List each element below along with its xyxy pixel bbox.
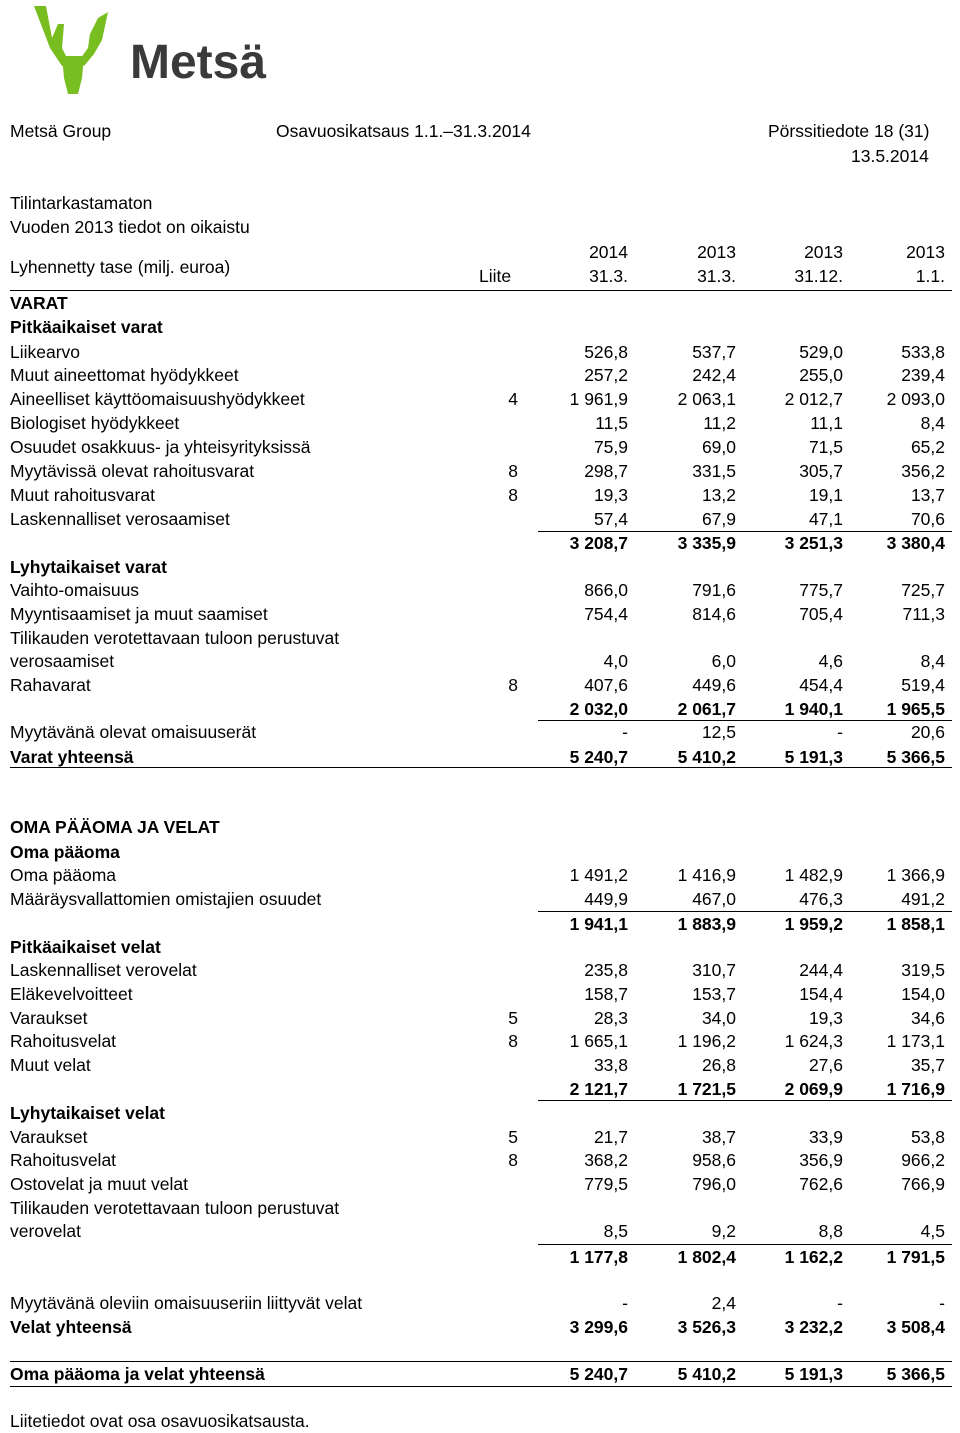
row-label: OMA PÄÄOMA JA VELAT (10, 817, 220, 837)
table-row (0, 1148, 960, 1172)
note-reference: 5 (508, 1127, 518, 1147)
row-label: Pitkäaikaiset velat (10, 937, 161, 957)
value-cell: 3 526,3 (677, 1317, 736, 1337)
row-label: Muut velat (10, 1055, 91, 1075)
value-cell: 1 173,1 (886, 1031, 945, 1051)
row-label: Lyhytaikaiset velat (10, 1103, 165, 1123)
value-cell: - (939, 1293, 945, 1313)
table-row (0, 1077, 960, 1101)
section-heading (0, 626, 960, 650)
report-title: Osavuosikatsaus 1.1.–31.3.2014 (276, 121, 531, 141)
value-cell: 21,7 (593, 1127, 628, 1147)
value-cell: 2 012,7 (784, 389, 843, 409)
value-cell: 533,8 (901, 342, 945, 362)
note-reference: 8 (508, 1031, 518, 1051)
table-row (0, 1006, 960, 1030)
value-cell: 5 366,5 (886, 747, 945, 767)
value-cell: 4,5 (920, 1221, 945, 1241)
value-cell: 1 858,1 (886, 914, 945, 934)
value-cell: 257,2 (584, 365, 628, 385)
value-cell: 305,7 (799, 461, 843, 481)
value-cell: 537,7 (692, 342, 736, 362)
value-cell: 8,4 (920, 413, 945, 433)
value-cell: 38,7 (701, 1127, 736, 1147)
value-cell: 4,0 (603, 651, 628, 671)
row-label: Myytävänä oleviin omaisuuseriin liittyvät velat (10, 1293, 363, 1313)
section-heading (0, 291, 960, 315)
value-cell: 298,7 (584, 461, 628, 481)
horizontal-rule (538, 531, 952, 532)
value-cell: 2 121,7 (569, 1079, 628, 1099)
value-cell: 526,8 (584, 342, 628, 362)
value-cell: 27,6 (808, 1055, 843, 1075)
table-row (0, 1245, 960, 1269)
value-cell: 11,2 (703, 413, 736, 433)
value-cell: 796,0 (692, 1174, 736, 1194)
horizontal-rule (10, 1386, 952, 1387)
table-row (0, 1291, 960, 1315)
row-label: Osuudet osakkuus- ja yhteisyrityksissä (10, 437, 311, 457)
section-heading (0, 840, 960, 864)
value-cell: 814,6 (692, 604, 736, 624)
section-heading (0, 935, 960, 959)
value-cell: 1 802,4 (677, 1247, 736, 1267)
section-heading (0, 815, 960, 839)
value-cell: 71,5 (808, 437, 843, 457)
row-label: Määräysvallattomien omistajien osuudet (10, 889, 322, 909)
value-cell: 6,0 (711, 651, 736, 671)
value-cell: 28,3 (593, 1008, 628, 1028)
note-reference: 4 (508, 389, 518, 409)
value-cell: 467,0 (692, 889, 736, 909)
value-cell: 2,4 (711, 1293, 736, 1313)
value-cell: 791,6 (692, 580, 736, 600)
note-reference: 8 (508, 675, 518, 695)
horizontal-rule (10, 290, 952, 291)
value-cell: 356,9 (799, 1150, 843, 1170)
value-cell: 19,3 (808, 1008, 843, 1028)
value-cell: 1 959,2 (784, 914, 843, 934)
table-row (0, 1125, 960, 1149)
row-label: Lyhytaikaiset varat (10, 557, 167, 577)
table-row (0, 1053, 960, 1077)
value-cell: 3 335,9 (677, 533, 736, 553)
value-cell: 242,4 (692, 365, 736, 385)
value-cell: - (622, 722, 628, 742)
company-name: Metsä Group (10, 121, 112, 141)
value-cell: 35,7 (910, 1055, 945, 1075)
value-cell: - (837, 722, 843, 742)
value-cell: 762,6 (799, 1174, 843, 1194)
table-row (0, 697, 960, 721)
value-cell: 3 208,7 (569, 533, 628, 553)
value-cell: 8,8 (818, 1221, 843, 1241)
row-label: Oma pääoma ja velat yhteensä (10, 1364, 265, 1384)
table-row (0, 1219, 960, 1243)
value-cell: 57,4 (593, 509, 628, 529)
value-cell: 3 251,3 (784, 533, 843, 553)
value-cell: 1 366,9 (886, 865, 945, 885)
value-cell: 529,0 (799, 342, 843, 362)
release-date: 13.5.2014 (851, 146, 929, 166)
table-row (0, 507, 960, 531)
value-cell: 779,5 (584, 1174, 628, 1194)
row-label: Oma pääoma (10, 865, 117, 885)
value-cell: 519,4 (901, 675, 945, 695)
value-cell: 1 416,9 (677, 865, 736, 885)
horizontal-rule (538, 1100, 952, 1101)
row-label: Laskennalliset verosaamiset (10, 509, 230, 529)
value-cell: 4,6 (818, 651, 843, 671)
table-row (0, 602, 960, 626)
value-cell: 8,5 (603, 1221, 628, 1241)
value-cell: 1 665,1 (569, 1031, 628, 1051)
column-year: 2014 (589, 242, 628, 262)
note-column-header: Liite (479, 266, 512, 286)
row-label: Varaukset (10, 1127, 88, 1147)
value-cell: 154,0 (901, 984, 945, 1004)
value-cell: - (837, 1293, 843, 1313)
table-row (0, 531, 960, 555)
value-cell: 1 791,5 (886, 1247, 945, 1267)
value-cell: 1 883,9 (677, 914, 736, 934)
value-cell: 13,2 (701, 485, 736, 505)
column-year: 2013 (906, 242, 945, 262)
value-cell: 255,0 (799, 365, 843, 385)
value-cell: 3 299,6 (569, 1317, 628, 1337)
value-cell: 244,4 (799, 960, 843, 980)
value-cell: 476,3 (799, 889, 843, 909)
row-label: Liikearvo (10, 342, 81, 362)
value-cell: 5 366,5 (886, 1364, 945, 1384)
value-cell: 2 093,0 (886, 389, 945, 409)
value-cell: 3 380,4 (886, 533, 945, 553)
row-label: Myyntisaamiset ja muut saamiset (10, 604, 268, 624)
value-cell: 19,3 (593, 485, 628, 505)
table-row (0, 745, 960, 769)
table-row (0, 387, 960, 411)
value-cell: 310,7 (692, 960, 736, 980)
row-label: Varat yhteensä (10, 747, 134, 767)
row-label: VARAT (10, 293, 68, 313)
value-cell: 53,8 (910, 1127, 945, 1147)
value-cell: 70,6 (910, 509, 945, 529)
value-cell: 67,9 (701, 509, 736, 529)
value-cell: 2 032,0 (569, 699, 628, 719)
value-cell: 11,5 (595, 413, 628, 433)
value-cell: 319,5 (901, 960, 945, 980)
value-cell: 5 191,3 (784, 747, 843, 767)
table-row (0, 958, 960, 982)
row-label: Vaihto-omaisuus (10, 580, 140, 600)
value-cell: 235,8 (584, 960, 628, 980)
value-cell: 705,4 (799, 604, 843, 624)
value-cell: 356,2 (901, 461, 945, 481)
column-year: 2013 (804, 242, 843, 262)
table-row (0, 673, 960, 697)
value-cell: 1 162,2 (784, 1247, 843, 1267)
value-cell: 1 961,9 (569, 389, 628, 409)
value-cell: 1 941,1 (569, 914, 628, 934)
table-row (0, 720, 960, 744)
value-cell: 65,2 (910, 437, 945, 457)
note-reference: 5 (508, 1008, 518, 1028)
value-cell: 69,0 (701, 437, 736, 457)
value-cell: 5 191,3 (784, 1364, 843, 1384)
note-reference: 8 (508, 485, 518, 505)
section-heading (0, 1196, 960, 1220)
row-label: Rahoitusvelat (10, 1031, 117, 1051)
table-row (0, 1172, 960, 1196)
table-row (0, 1315, 960, 1339)
value-cell: 239,4 (901, 365, 945, 385)
table-row (0, 483, 960, 507)
value-cell: 153,7 (692, 984, 736, 1004)
row-label: Biologiset hyödykkeet (10, 413, 180, 433)
value-cell: 1 721,5 (677, 1079, 736, 1099)
section-heading (0, 315, 960, 339)
value-cell: 5 240,7 (569, 1364, 628, 1384)
value-cell: 75,9 (593, 437, 628, 457)
table-row (0, 863, 960, 887)
row-label: Aineelliset käyttöomaisuushyödykkeet (10, 389, 305, 409)
table-row (0, 459, 960, 483)
value-cell: 5 240,7 (569, 747, 628, 767)
value-cell: 2 061,7 (677, 699, 736, 719)
row-label: Oma pääoma (10, 842, 120, 862)
unaudited-note: Tilintarkastamaton (10, 193, 153, 213)
value-cell: 158,7 (584, 984, 628, 1004)
value-cell: 866,0 (584, 580, 628, 600)
value-cell: - (622, 1293, 628, 1313)
value-cell: 1 940,1 (784, 699, 843, 719)
row-label: Ostovelat ja muut velat (10, 1174, 188, 1194)
column-date: 31.3. (589, 266, 628, 286)
table-row (0, 435, 960, 459)
value-cell: 33,9 (808, 1127, 843, 1147)
row-label: Tilikauden verotettavaan tuloon perustuvat (10, 628, 340, 648)
table-row (0, 982, 960, 1006)
table-row (0, 912, 960, 936)
table-row (0, 1029, 960, 1053)
value-cell: 1 716,9 (886, 1079, 945, 1099)
horizontal-rule (538, 720, 952, 721)
value-cell: 13,7 (910, 485, 945, 505)
value-cell: 725,7 (901, 580, 945, 600)
value-cell: 1 491,2 (569, 865, 628, 885)
table-row (0, 340, 960, 364)
table-row (0, 649, 960, 673)
horizontal-rule (10, 767, 952, 768)
value-cell: 11,1 (810, 413, 843, 433)
row-label: Myytävissä olevat rahoitusvarat (10, 461, 255, 481)
value-cell: 407,6 (584, 675, 628, 695)
value-cell: 19,1 (808, 485, 843, 505)
row-label: Muut rahoitusvarat (10, 485, 155, 505)
value-cell: 9,2 (711, 1221, 736, 1241)
column-date: 31.3. (697, 266, 736, 286)
value-cell: 2 069,9 (784, 1079, 843, 1099)
row-label: Velat yhteensä (10, 1317, 132, 1337)
section-heading (0, 555, 960, 579)
column-date: 31.12. (794, 266, 843, 286)
value-cell: 12,5 (701, 722, 736, 742)
row-label: Rahoitusvelat (10, 1150, 117, 1170)
value-cell: 5 410,2 (677, 1364, 736, 1384)
restated-note: Vuoden 2013 tiedot on oikaistu (10, 217, 250, 237)
value-cell: 368,2 (584, 1150, 628, 1170)
value-cell: 1 482,9 (784, 865, 843, 885)
value-cell: 958,6 (692, 1150, 736, 1170)
row-label: Muut aineettomat hyödykkeet (10, 365, 239, 385)
footer-note: Liitetiedot ovat osa osavuosikatsausta. (10, 1411, 310, 1431)
horizontal-rule (538, 1244, 952, 1245)
value-cell: 34,6 (910, 1008, 945, 1028)
row-label: Pitkäaikaiset varat (10, 317, 163, 337)
moose-antler-icon (34, 6, 108, 94)
release-number: Pörssitiedote 18 (31) (768, 121, 930, 141)
section-heading (0, 1101, 960, 1125)
value-cell: 3 508,4 (886, 1317, 945, 1337)
note-reference: 8 (508, 1150, 518, 1170)
metsa-logo (32, 4, 292, 96)
table-row (0, 578, 960, 602)
value-cell: 449,9 (584, 889, 628, 909)
value-cell: 775,7 (799, 580, 843, 600)
value-cell: 1 965,5 (886, 699, 945, 719)
value-cell: 47,1 (808, 509, 843, 529)
horizontal-rule (10, 1361, 952, 1362)
table-row (0, 411, 960, 435)
value-cell: 34,0 (701, 1008, 736, 1028)
value-cell: 754,4 (584, 604, 628, 624)
value-cell: 154,4 (799, 984, 843, 1004)
value-cell: 1 624,3 (784, 1031, 843, 1051)
note-reference: 8 (508, 461, 518, 481)
value-cell: 966,2 (901, 1150, 945, 1170)
value-cell: 26,8 (701, 1055, 736, 1075)
column-year: 2013 (697, 242, 736, 262)
value-cell: 454,4 (799, 675, 843, 695)
table-row (0, 363, 960, 387)
value-cell: 5 410,2 (677, 747, 736, 767)
value-cell: 766,9 (901, 1174, 945, 1194)
column-date: 1.1. (915, 266, 945, 286)
value-cell: 2 063,1 (677, 389, 736, 409)
logo-wordmark: Metsä (130, 36, 267, 89)
value-cell: 711,3 (902, 604, 945, 624)
table-row (0, 1362, 960, 1386)
table-row (0, 887, 960, 911)
row-label: Laskennalliset verovelat (10, 960, 197, 980)
value-cell: 1 177,8 (569, 1247, 628, 1267)
row-label: Rahavarat (10, 675, 91, 695)
value-cell: 3 232,2 (784, 1317, 843, 1337)
row-label: verosaamiset (10, 651, 115, 671)
value-cell: 449,6 (692, 675, 736, 695)
horizontal-rule (538, 911, 952, 912)
value-cell: 8,4 (920, 651, 945, 671)
row-label: Myytävänä olevat omaisuuserät (10, 722, 257, 742)
value-cell: 491,2 (901, 889, 945, 909)
value-cell: 20,6 (910, 722, 945, 742)
value-cell: 33,8 (593, 1055, 628, 1075)
statement-title: Lyhennetty tase (milj. euroa) (10, 257, 231, 277)
row-label: Varaukset (10, 1008, 88, 1028)
value-cell: 331,5 (692, 461, 736, 481)
value-cell: 1 196,2 (677, 1031, 736, 1051)
row-label: Tilikauden verotettavaan tuloon perustuvat (10, 1198, 340, 1218)
row-label: Eläkevelvoitteet (10, 984, 133, 1004)
row-label: verovelat (10, 1221, 82, 1241)
